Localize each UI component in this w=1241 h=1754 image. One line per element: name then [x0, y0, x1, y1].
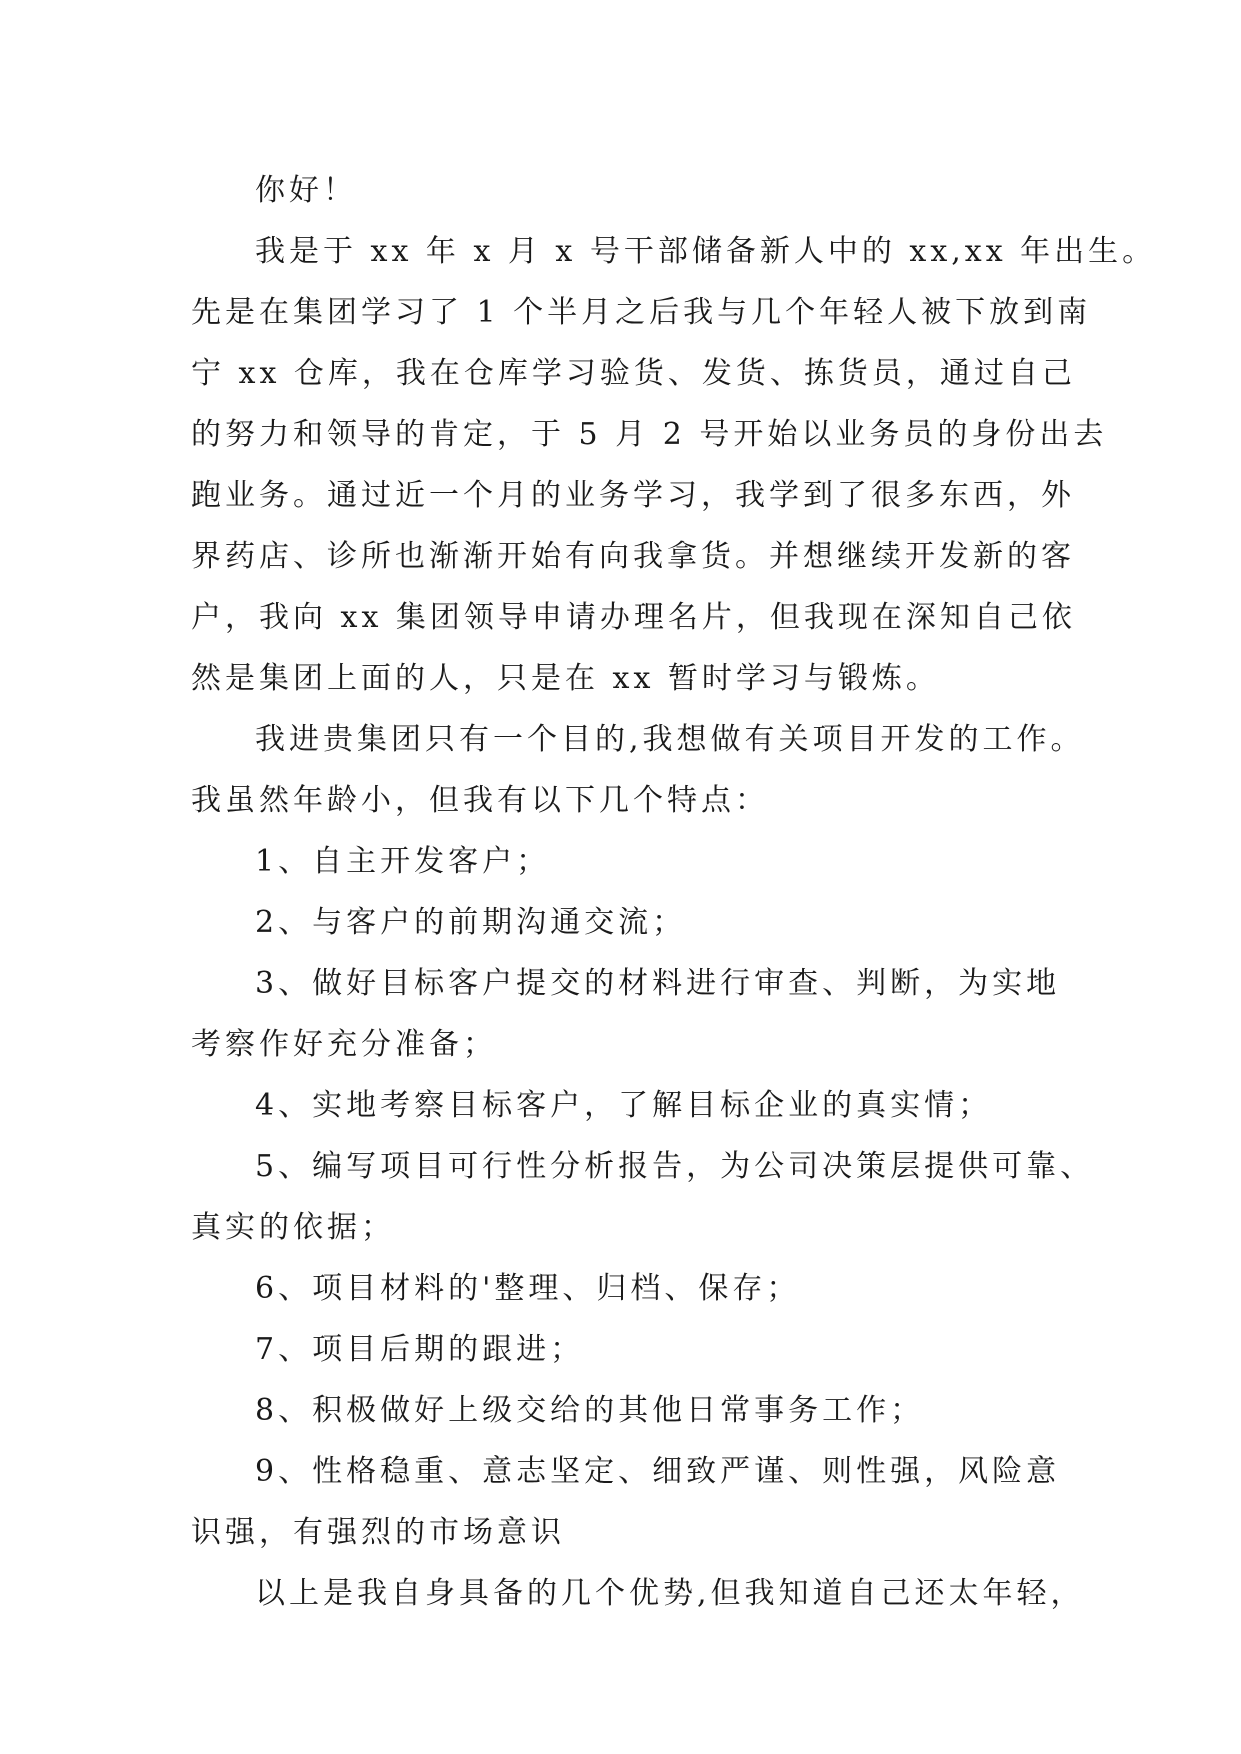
text-line: 我进贵集团只有一个目的,我想做有关项目开发的工作。	[255, 722, 1085, 757]
list-item: 2、与客户的前期沟通交流；	[255, 905, 687, 940]
text-line: 识强，有强烈的市场意识	[191, 1515, 565, 1550]
document-page	[191, 160, 1157, 1624]
text-line: 真实的依据；	[191, 1210, 395, 1245]
text-line: 界药店、诊所也渐渐开始有向我拿货。并想继续开发新的客	[191, 539, 1075, 574]
list-item: 8、积极做好上级交给的其他日常事务工作；	[255, 1393, 925, 1428]
text-line: 宁 xx 仓库，我在仓库学习验货、发货、拣货员，通过自己	[191, 356, 1076, 391]
list-item: 7、项目后期的跟进；	[255, 1332, 585, 1367]
text-line: 户，我向 xx 集团领导申请办理名片，但我现在深知自己依	[191, 600, 1076, 635]
text-line: 跑业务。通过近一个月的业务学习，我学到了很多东西，外	[191, 478, 1075, 513]
text-line: 我虽然年龄小，但我有以下几个特点：	[191, 783, 769, 818]
text-line: 的努力和领导的肯定，于 5 月 2 号开始以业务员的身份出去	[191, 417, 1108, 452]
list-item: 6、项目材料的'整理、归档、保存；	[255, 1271, 801, 1306]
text-line: 以上是我自身具备的几个优势,但我知道自己还太年轻，	[255, 1576, 1085, 1611]
text-line: 考察作好充分准备；	[191, 1027, 497, 1062]
list-item: 4、实地考察目标客户，了解目标企业的真实情；	[255, 1088, 993, 1123]
list-item: 9、性格稳重、意志坚定、细致严谨、则性强，风险意	[255, 1454, 1061, 1489]
list-item: 3、做好目标客户提交的材料进行审查、判断，为实地	[255, 966, 1061, 1001]
list-item: 1、自主开发客户；	[255, 844, 551, 879]
text-line: 先是在集团学习了 1 个半月之后我与几个年轻人被下放到南	[191, 295, 1092, 330]
text-line: 我是于 xx 年 x 月 x 号干部储备新人中的 xx,xx 年出生。	[255, 234, 1157, 269]
list-item: 5、编写项目可行性分析报告，为公司决策层提供可靠、	[255, 1149, 1095, 1184]
text-line: 你好！	[255, 173, 357, 208]
text-line: 然是集团上面的人，只是在 xx 暂时学习与锻炼。	[191, 661, 940, 696]
